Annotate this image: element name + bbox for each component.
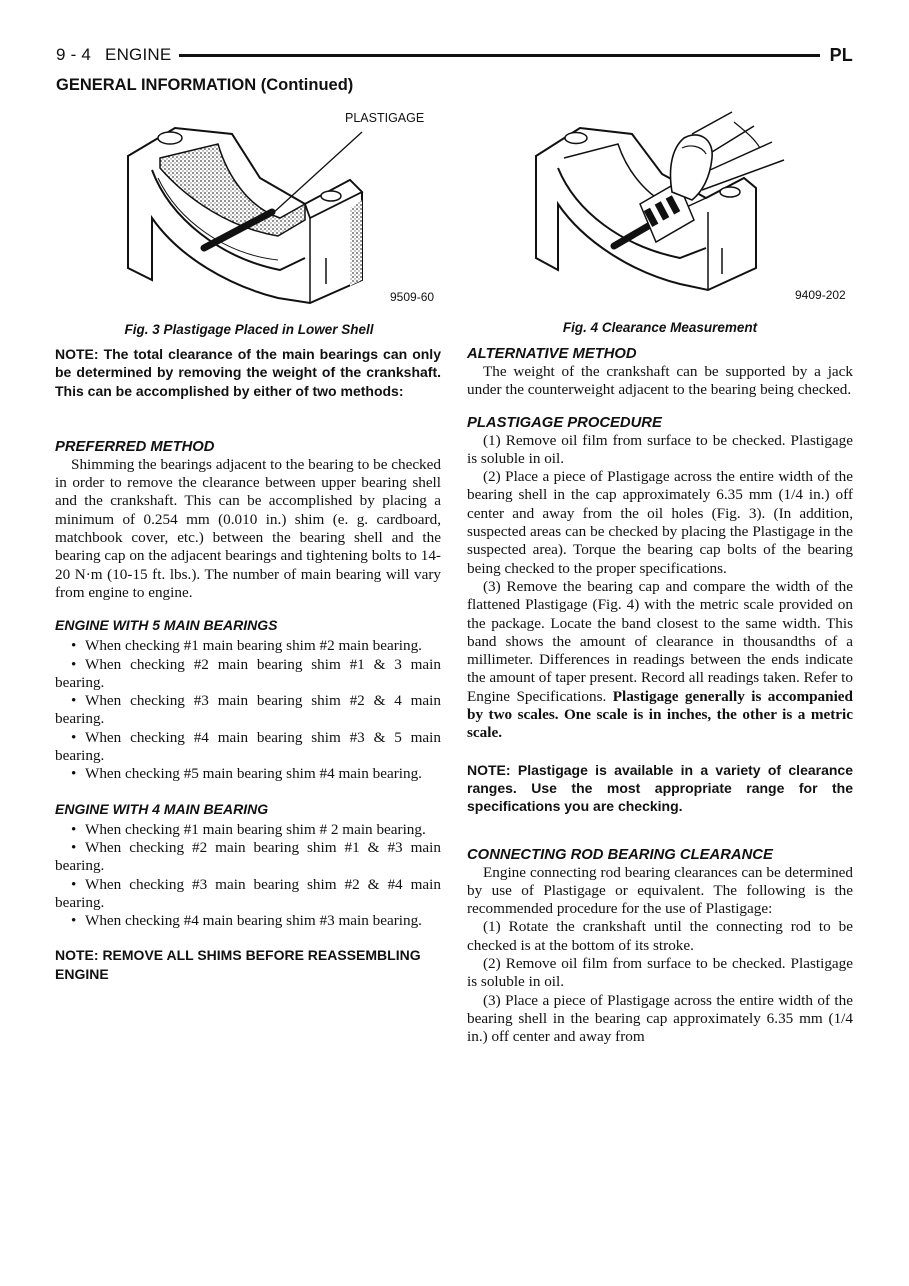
plastigage-step-3: (3) Remove the bearing cap and compare the width of the flattened Plastigage (Fig. 4) with the metric scale provided on the package. Locate the band closest to the same width. This band shows the amount of clearance in thousandths of a millimeter. Differences in readings between the ends indicate the amount of taper present. Record all readings taken. Refer to Engine Specifications. Plastigage generally is accompanied by two scales. One scale is in inches, the other is a metric scale. xyxy=(467,577,853,742)
list-4-main-bearing xyxy=(55,821,441,931)
list-item: • When checking #1 main bearing shim # 2 main bearing. xyxy=(71,820,426,838)
figure-4-illustration xyxy=(522,108,822,293)
note-plastigage-ranges: NOTE: Plastigage is available in a variety of clearance ranges. Use the most appropriate range for the specifications you are checking. xyxy=(467,761,853,815)
vehicle-code: PL xyxy=(829,44,853,65)
plastigage-scales-note: Plastigage generally is accompanied by two scales. One scale is in inches, the other is a metric scale. xyxy=(467,687,853,742)
preferred-method-text: Shimming the bearings adjacent to the bearing to be checked in order to remove the clearance between upper bearing shell and the crankshaft. This can be accomplished by placing a minimum of 0.254 mm (0.010 in.) shim (e. g. cardboard, matchbook cover, etc.) between the bearing shell and the bearing cap on the adjacent bearings and tightening bolts to 14-20 N·m (10-15 ft. lbs.). The number of main bearing will vary from engine to engine. xyxy=(55,455,441,601)
note-total-clearance: NOTE: The total clearance of the main bearings can only be determined by removing the weight of the crankshaft. This can be accomplished by either of two methods: xyxy=(55,346,441,399)
rod-step-2: (2) Remove oil film from surface to be checked. Plastigage is soluble in oil. xyxy=(467,955,853,991)
list-item: • When checking #3 main bearing shim #2 & 4 main bearing. xyxy=(55,692,441,728)
heading-alternative-method: ALTERNATIVE METHOD xyxy=(467,346,637,362)
page-number: 9 - 4 xyxy=(56,45,92,64)
figure-4-code: 9409-202 xyxy=(795,288,846,302)
figure-3-code: 9509-60 xyxy=(390,290,435,304)
heading-engine-5-main-bearings: ENGINE WITH 5 MAIN BEARINGS xyxy=(55,617,278,634)
plastigage-step-2: (2) Place a piece of Plastigage across the entire width of the bearing shell in the cap approximately 6.35 mm (1/4 in.) off center and away from the oil holes (Fig. 3). (In addition, suspected areas can be checked by placing the Plastigage in the suspected area). Torque the bearing cap bolts of the bearing being checked to the proper specifications. xyxy=(467,468,853,577)
list-item: • When checking #4 main bearing shim #3 & 5 main bearing. xyxy=(55,728,441,765)
rod-step-3: (3) Place a piece of Plastigage across the entire width of the bearing shell in the bearing cap approximately 6.35 mm (1/4 in.) off center and away from xyxy=(467,991,853,1046)
list-item: • When checking #2 main bearing shim #1 & 3 main bearing. xyxy=(55,655,441,691)
heading-engine-4-main-bearing: ENGINE WITH 4 MAIN BEARING xyxy=(55,800,269,817)
alternative-method-text: The weight of the crankshaft can be supported by a jack under the counterweight adjacent to the bearing being checked. xyxy=(467,363,853,399)
list-5-main-bearings xyxy=(55,637,441,783)
list-item: • When checking #1 main bearing shim #2 main bearing. xyxy=(71,637,422,655)
rod-intro-text: Engine connecting rod bearing clearances can be determined by use of Plastigage or equivalent. The following is the recommended procedure for the use of Plastigage: xyxy=(467,863,853,918)
page-title: GENERAL INFORMATION (Continued) xyxy=(56,76,354,94)
section-name: ENGINE xyxy=(105,45,172,64)
figure-3-illustration xyxy=(100,108,445,313)
note-remove-shims: NOTE: REMOVE ALL SHIMS BEFORE REASSEMBLING ENGINE xyxy=(55,947,421,982)
heading-plastigage-procedure: PLASTIGAGE PROCEDURE xyxy=(467,414,662,431)
plastigage-callout: PLASTIGAGE xyxy=(345,111,425,125)
header-rule xyxy=(179,54,819,57)
figure-4-caption: Fig. 4 Clearance Measurement xyxy=(562,320,758,335)
list-item: • When checking #3 main bearing shim #2 & #4 main bearing. xyxy=(55,875,441,911)
right-column xyxy=(467,345,853,1047)
heading-preferred-method: PREFERRED METHOD xyxy=(55,438,215,455)
figure-3-caption: Fig. 3 Plastigage Placed in Lower Shell xyxy=(124,322,374,337)
rod-step-1: (1) Rotate the crankshaft until the connecting rod to be checked is at the bottom of its stroke. xyxy=(467,918,853,954)
plastigage-step-1: (1) Remove oil film from surface to be checked. Plastigage is soluble in oil. xyxy=(467,431,853,467)
left-column xyxy=(55,345,441,983)
heading-connecting-rod-bearing-clearance: CONNECTING ROD BEARING CLEARANCE xyxy=(467,846,773,863)
list-item: • When checking #5 main bearing shim #4 main bearing. xyxy=(71,765,422,783)
page-header xyxy=(56,44,853,66)
list-item: • When checking #2 main bearing shim #1 & #3 main bearing. xyxy=(55,838,441,875)
list-item: • When checking #4 main bearing shim #3 main bearing. xyxy=(71,912,422,930)
